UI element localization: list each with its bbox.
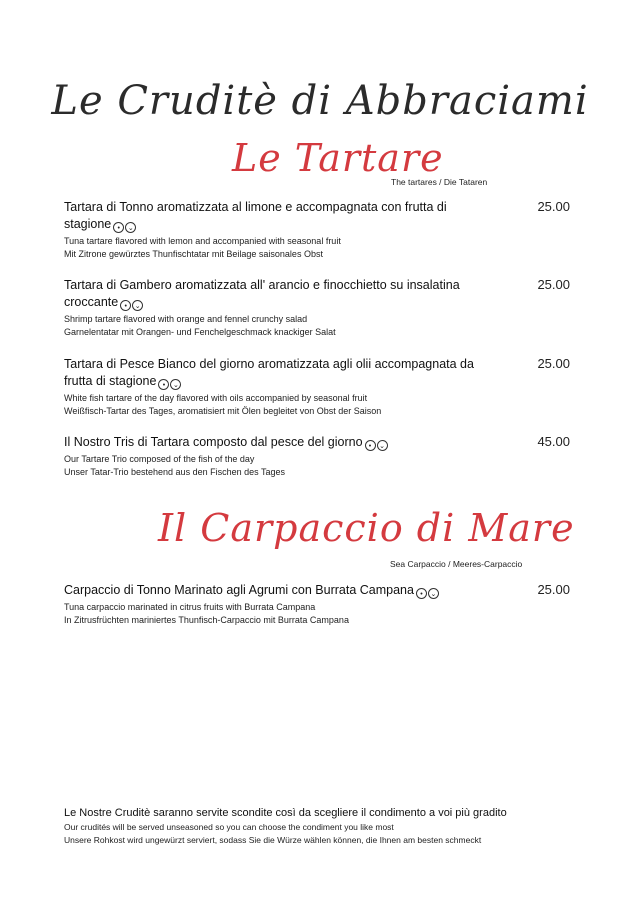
menu-item [64, 199, 574, 261]
item-description-en: Our Tartare Trio composed of the fish of the day [64, 454, 255, 464]
footer-note [64, 806, 624, 847]
footer-note-it: Le Nostre Cruditè saranno servite scondite così da scegliere il condimento a voi più gradito [64, 807, 507, 819]
fish-icon: • [158, 379, 169, 390]
item-price: 25.00 [537, 582, 570, 597]
item-description-de: Mit Zitrone gewürztes Thunfischtatar mit Beilage saisonales Obst [64, 249, 323, 259]
milk-icon: • [416, 588, 427, 599]
allergen-icon: ⌄ [170, 379, 181, 390]
item-name: Tartara di Pesce Bianco del giorno aromatizzata agli olii accompagnata da frutta di stagione • ⌄ [64, 356, 484, 392]
item-price: 25.00 [537, 356, 570, 371]
item-name: Il Nostro Tris di Tartara composto dal pesce del giorno • ⌄ [64, 434, 484, 453]
fish-icon: • [365, 440, 376, 451]
allergen-icon: ⌄ [377, 440, 388, 451]
menu-title: Le Cruditè di Abbraciami [51, 78, 589, 124]
menu-item [64, 356, 574, 418]
fish-icon: • [113, 222, 124, 233]
item-description-de: In Zitrusfrüchten mariniertes Thunfisch-Carpaccio mit Burrata Campana [64, 615, 349, 625]
item-description-en: Tuna carpaccio marinated in citrus fruits with Burrata Campana [64, 602, 316, 612]
item-description-de: Garnelentatar mit Orangen- und Fenchelgeschmack knackiger Salat [64, 327, 336, 337]
item-name: Carpaccio di Tonno Marinato agli Agrumi con Burrata Campana • ⌄ [64, 582, 514, 601]
menu-item [64, 434, 574, 479]
allergen-icon: ⌄ [428, 588, 439, 599]
item-name: Tartara di Tonno aromatizzata al limone e accompagnata con frutta di stagione • ⌄ [64, 199, 484, 235]
section-subtitle-carpaccio: Sea Carpaccio / Meeres-Carpaccio [390, 559, 523, 569]
footer-note-de: Unsere Rohkost wird ungewürzt serviert, sodass Sie die Würze wählen können, die Ihnen am besten schmeckt [64, 835, 482, 845]
item-description-de: Weißfisch-Tartar des Tages, aromatisiert mit Ölen begleitet von Obst der Saison [64, 406, 382, 416]
item-price: 25.00 [537, 199, 570, 214]
item-description-en: Tuna tartare flavored with lemon and accompanied with seasonal fruit [64, 236, 341, 246]
item-price: 25.00 [537, 277, 570, 292]
item-description-de: Unser Tatar-Trio bestehend aus den Fischen des Tages [64, 467, 285, 477]
allergen-icons [158, 375, 182, 392]
footer-note-en: Our crudités will be served unseasoned so you can choose the condiment you like most [64, 822, 394, 832]
item-description-en: White fish tartare of the day flavored with oils accompanied by seasonal fruit [64, 393, 368, 403]
allergen-icon: ⌄ [125, 222, 136, 233]
allergen-icons [113, 218, 137, 235]
allergen-icons [120, 296, 144, 313]
allergen-icons [365, 436, 389, 453]
menu-item [64, 582, 574, 627]
menu-item [64, 277, 574, 339]
section-title-tartare: Le Tartare [232, 136, 444, 180]
item-description-en: Shrimp tartare flavored with orange and fennel crunchy salad [64, 314, 308, 324]
shellfish-icon: • [120, 300, 131, 311]
item-price: 45.00 [537, 434, 570, 449]
allergen-icons [416, 584, 440, 601]
allergen-icon: ⌄ [132, 300, 143, 311]
section-subtitle-tartare: The tartares / Die Tataren [391, 177, 488, 187]
item-name: Tartara di Gambero aromatizzata all' arancio e finocchietto su insalatina croccante • ⌄ [64, 277, 484, 313]
section-title-carpaccio: Il Carpaccio di Mare [158, 506, 575, 550]
